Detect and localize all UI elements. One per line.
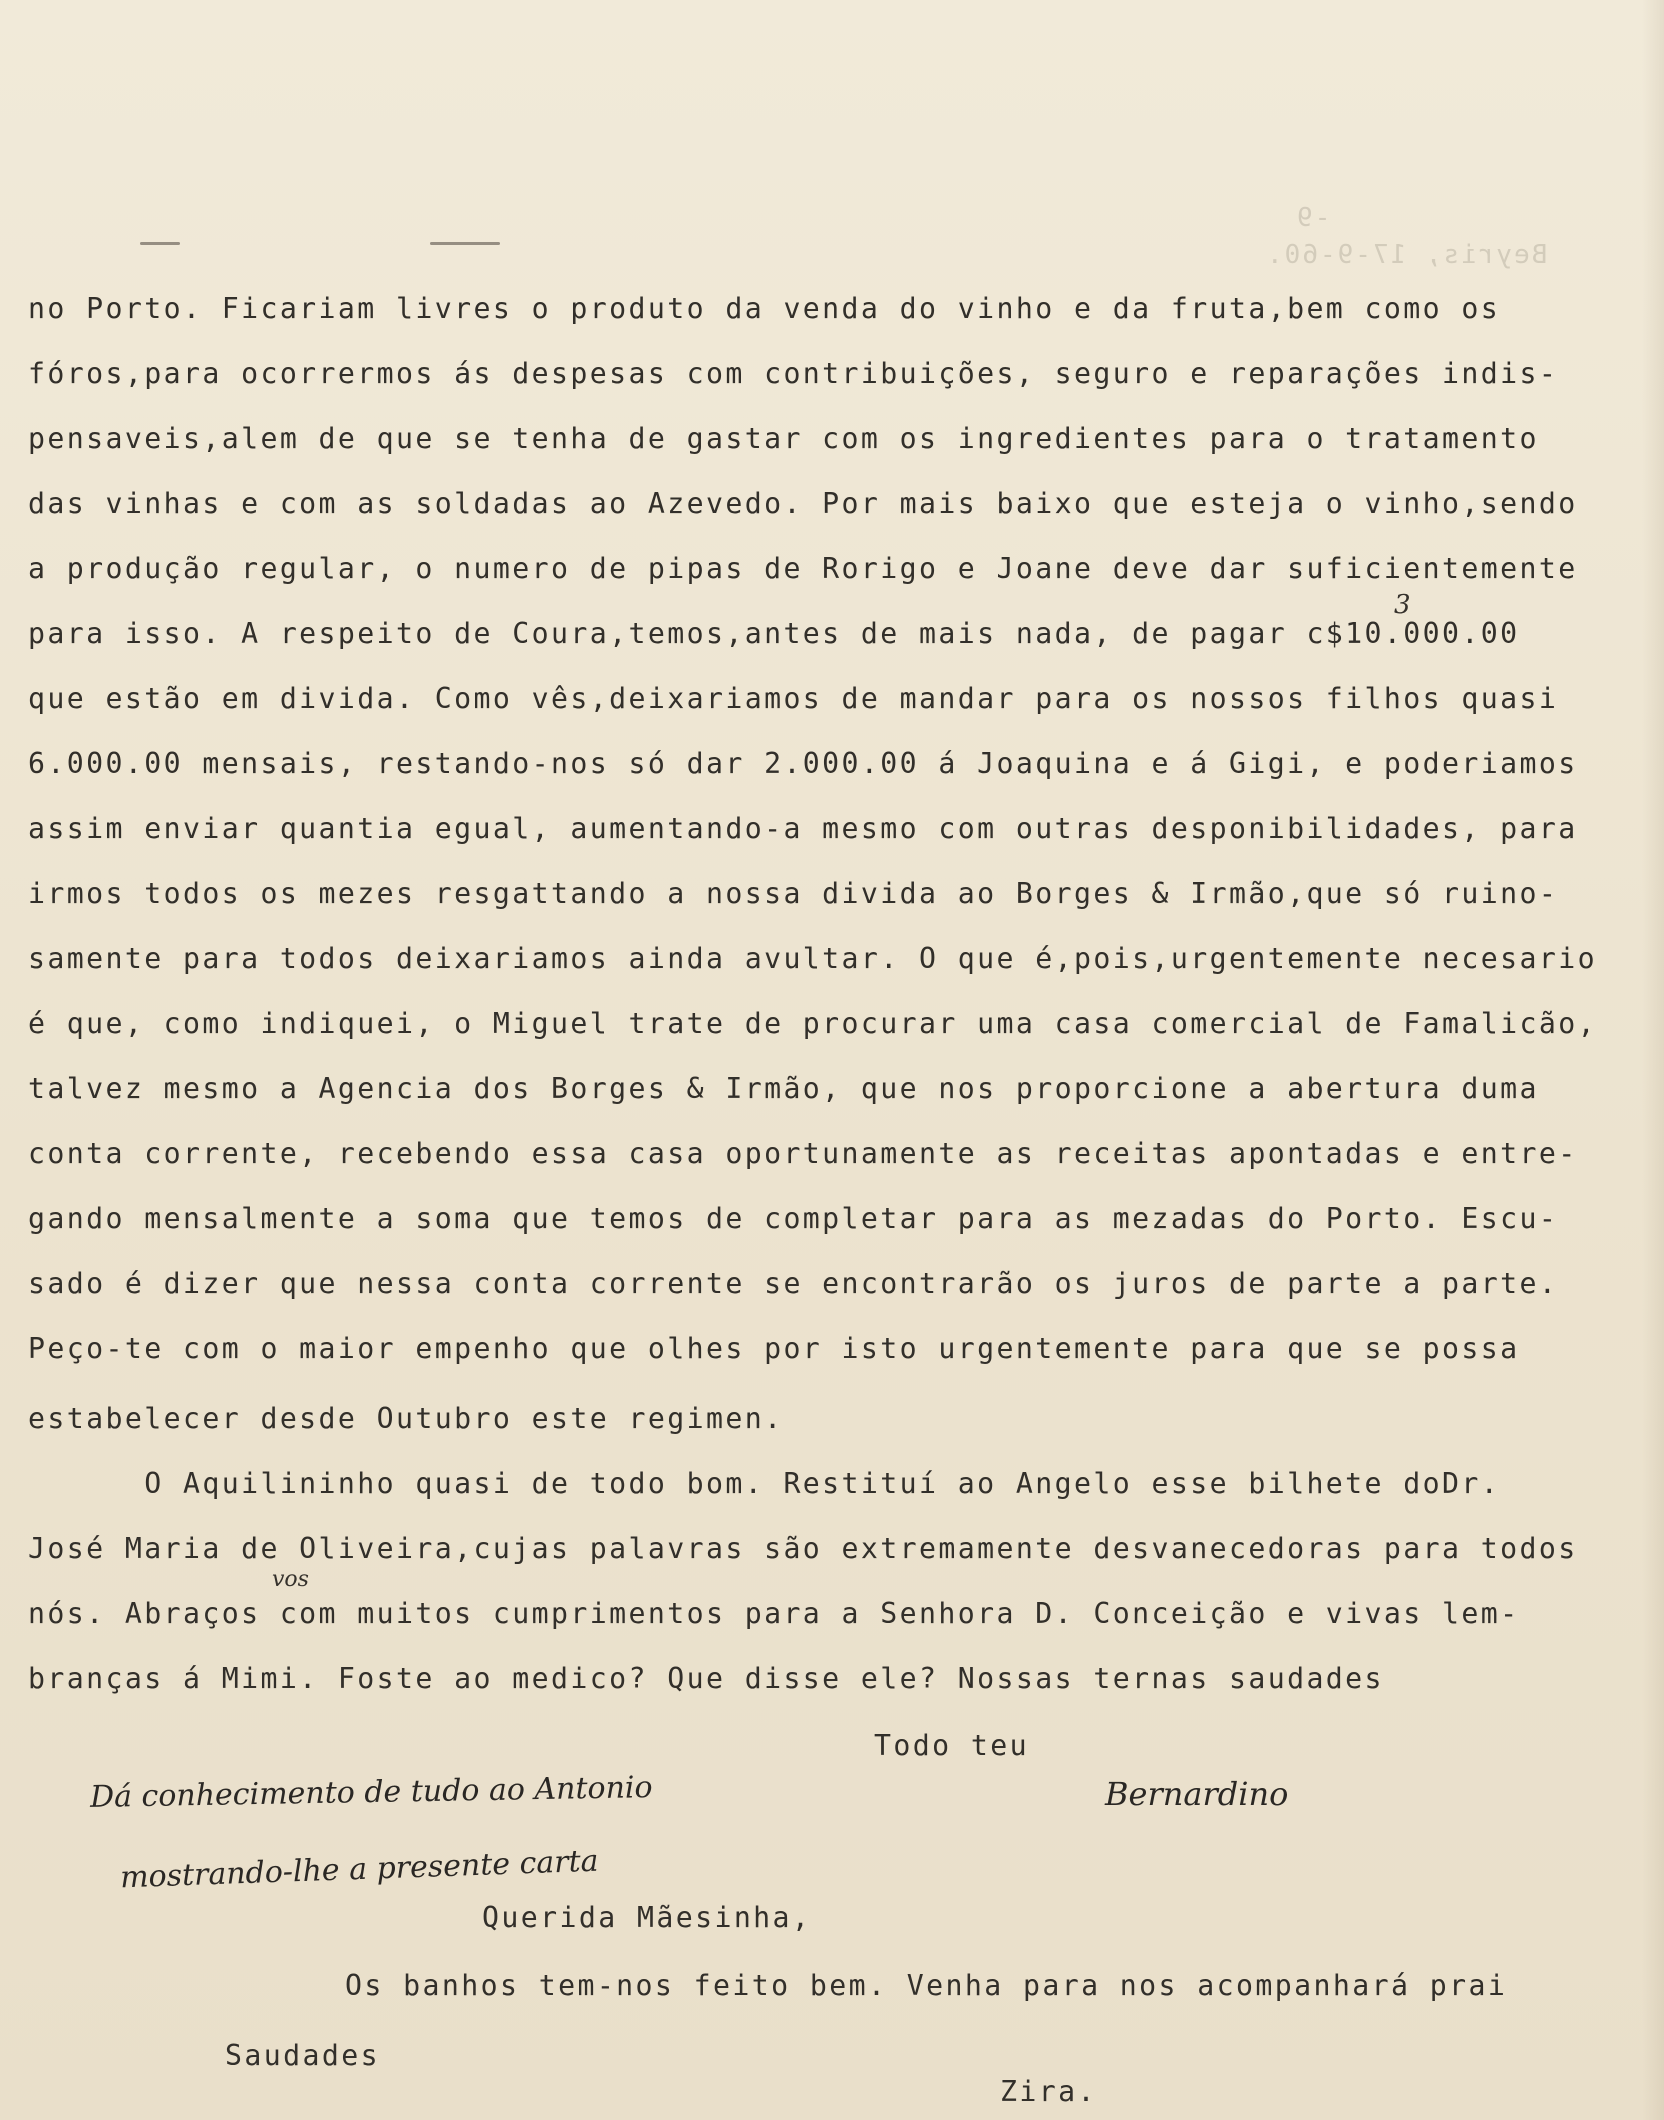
bleed-place-date: Beyris, 17-9-60. — [1265, 240, 1548, 270]
handwritten-note: mostrando-lhe a presente carta — [119, 1843, 600, 1896]
body-line: samente para todos deixariamos ainda avultar. O que é,pois,urgentemente necesario — [28, 942, 1597, 975]
body-line: nós. Abraços com muitos cumprimentos para a Senhora D. Conceição e vivas lem- — [28, 1597, 1520, 1630]
body-line: irmos todos os mezes resgattando a nossa divida ao Borges & Irmão,que só ruino- — [28, 877, 1559, 910]
postscript-body: Os banhos tem-nos feito bem. Venha para nos acompanhará prai — [345, 1969, 1508, 2002]
body-line: branças á Mimi. Foste ao medico? Que disse ele? Nossas ternas saudades — [28, 1662, 1384, 1695]
body-line: a produção regular, o numero de pipas de Rorigo e Joane deve dar suficientemente — [28, 552, 1578, 585]
body-line: que estão em divida. Como vês,deixariamos de mandar para os nossos filhos quasi — [28, 682, 1559, 715]
body-line: no Porto. Ficariam livres o produto da venda do vinho e da fruta,bem como os — [28, 292, 1501, 325]
body-line: José Maria de Oliveira,cujas palavras são extremamente desvanecedoras para todos — [28, 1532, 1578, 1565]
body-line: das vinhas e com as soldadas ao Azevedo. Por mais baixo que esteja o vinho,sendo — [28, 487, 1578, 520]
body-line: para isso. A respeito de Coura,temos,antes de mais nada, de pagar c$10.000.00 — [28, 617, 1520, 650]
ink-smudge — [430, 242, 500, 245]
body-line: fóros,para ocorrermos ás despesas com contribuições, seguro e reparações indis- — [28, 357, 1559, 390]
handwritten-correction: vos — [272, 1567, 309, 1592]
body-line: pensaveis,alem de que se tenha de gastar com os ingredientes para o tratamento — [28, 422, 1539, 455]
bleed-page-marker: -9 — [1295, 203, 1331, 233]
body-line: 6.000.00 mensais, restando-nos só dar 2.000.00 á Joaquina e á Gigi, e poderiamos — [28, 747, 1578, 780]
body-line: Peço-te com o maior empenho que olhes por isto urgentemente para que se possa — [28, 1332, 1520, 1365]
body-line: gando mensalmente a soma que temos de completar para as mezadas do Porto. Escu- — [28, 1202, 1559, 1235]
closing: Todo teu — [874, 1729, 1029, 1762]
body-line: talvez mesmo a Agencia dos Borges & Irmão, que nos proporcione a abertura duma — [28, 1072, 1539, 1105]
handwritten-correction: 3 — [1394, 590, 1411, 620]
body-line: é que, como indiquei, o Miguel trate de procurar uma casa comercial de Famalicão, — [28, 1007, 1597, 1040]
postscript-farewell: Saudades — [225, 2039, 380, 2072]
body-line: sado é dizer que nessa conta corrente se encontrarão os juros de parte a parte. — [28, 1267, 1559, 1300]
ink-smudge — [140, 242, 180, 245]
postscript-salutation: Querida Mãesinha, — [482, 1901, 812, 1934]
body-line: O Aquilininho quasi de todo bom. Restituí ao Angelo esse bilhete doDr. — [28, 1467, 1501, 1500]
postscript-sign: Zira. — [1000, 2075, 1097, 2108]
signature: Bernardino — [1105, 1775, 1289, 1813]
handwritten-note: Dá conhecimento de tudo ao Antonio — [89, 1770, 653, 1815]
body-line: assim enviar quantia egual, aumentando-a mesmo com outras desponibilidades, para — [28, 812, 1578, 845]
body-line: estabelecer desde Outubro este regimen. — [28, 1402, 784, 1435]
body-line: conta corrente, recebendo essa casa oportunamente as receitas apontadas e entre- — [28, 1137, 1578, 1170]
